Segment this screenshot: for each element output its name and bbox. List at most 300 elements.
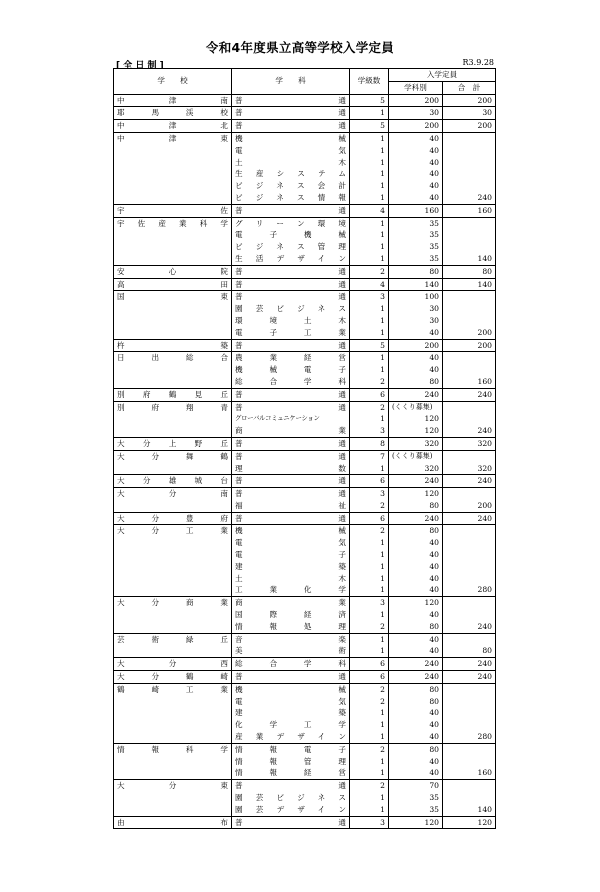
department-cell: 情報経営 [232,767,350,779]
school-name-cell: 大分鶴崎 [114,671,232,684]
classes-cell: 4 [350,278,389,291]
total-cell [443,157,496,169]
total-cell: 80 [443,645,496,657]
department-cell: 情報処理 [232,621,350,633]
header-department: 学 科 [232,69,350,95]
table-row [114,291,496,303]
table-row [114,425,496,437]
capacity-cell: 70 [389,780,443,792]
table-row [114,804,496,816]
capacity-cell: 30 [389,303,443,315]
total-cell [443,756,496,768]
capacity-cell: 40 [389,767,443,779]
classes-cell: 6 [350,658,389,671]
table-row [114,488,496,500]
table-row [114,352,496,364]
total-cell: 320 [443,437,496,450]
table-row [114,561,496,573]
department-cell: 園芸ビジネス [232,303,350,315]
table-row [114,645,496,657]
capacity-cell: 40 [389,352,443,364]
school-name-cell [114,241,232,253]
school-name-cell [114,537,232,549]
department-cell: 普通 [232,780,350,792]
total-cell [443,352,496,364]
department-cell: 普通 [232,107,350,120]
department-cell: 普通 [232,120,350,133]
school-name-cell: 耶馬渓校 [114,107,232,120]
total-cell: 200 [443,94,496,107]
table-row [114,180,496,192]
department-cell: 化学工学 [232,719,350,731]
classes-cell: 1 [350,633,389,645]
department-cell: 建築 [232,707,350,719]
capacity-cell: 35 [389,792,443,804]
school-name-cell [114,364,232,376]
table-header [114,69,496,95]
table-row [114,94,496,107]
classes-cell: 2 [350,743,389,755]
classes-cell: 1 [350,229,389,241]
department-cell: 商業 [232,425,350,437]
department-cell: 機械電子 [232,364,350,376]
table-row [114,168,496,180]
classes-cell: 1 [350,561,389,573]
classes-cell: 6 [350,512,389,525]
department-cell: ビジネス管理 [232,241,350,253]
table-row [114,743,496,755]
school-name-cell: 大分上野丘 [114,437,232,450]
school-name-cell: 宇佐産業科学 [114,217,232,229]
total-cell [443,217,496,229]
classes-cell: 2 [350,500,389,512]
total-cell: 240 [443,621,496,633]
classes-cell: 1 [350,573,389,585]
department-cell: ビジネス会計 [232,180,350,192]
total-cell [443,573,496,585]
classes-cell: 5 [350,339,389,352]
total-cell: 240 [443,475,496,488]
school-name-cell: 大分商業 [114,597,232,609]
total-cell [443,488,496,500]
total-cell [443,792,496,804]
capacity-cell: 240 [389,388,443,401]
classes-cell: 2 [350,780,389,792]
capacity-cell: 35 [389,241,443,253]
capacity-cell: 40 [389,157,443,169]
capacity-cell: 35 [389,229,443,241]
department-cell: 普通 [232,671,350,684]
department-cell: 普通 [232,475,350,488]
school-name-cell [114,707,232,719]
department-cell: 普通 [232,278,350,291]
table-row [114,265,496,278]
classes-cell: 3 [350,816,389,829]
classes-cell: 1 [350,303,389,315]
total-cell: 240 [443,658,496,671]
school-name-cell [114,609,232,621]
school-name-cell [114,792,232,804]
capacity-cell: 80 [389,525,443,537]
school-name-cell [114,425,232,437]
capacity-cell: 120 [389,597,443,609]
table-row [114,719,496,731]
capacity-cell: 40 [389,192,443,204]
table-row [114,401,496,413]
classes-cell: 1 [350,327,389,339]
total-cell [443,401,496,413]
table-row [114,327,496,339]
header-school: 学 校 [114,69,232,95]
page-title: 令和4年度県立高等学校入学定員 [205,40,395,55]
capacity-cell: 40 [389,561,443,573]
classes-cell: 1 [350,180,389,192]
classes-cell: 3 [350,425,389,437]
table-row [114,204,496,217]
department-cell: 電気 [232,145,350,157]
revision-date: R3.9.28 [462,58,494,67]
department-cell: 機械 [232,525,350,537]
school-name-cell [114,463,232,475]
department-cell: 普通 [232,204,350,217]
school-name-cell [114,327,232,339]
classes-cell: 2 [350,401,389,413]
department-cell: 建築 [232,561,350,573]
total-cell: 240 [443,512,496,525]
table-row [114,157,496,169]
school-name-cell: 大分豊府 [114,512,232,525]
total-cell [443,743,496,755]
classes-cell: 1 [350,241,389,253]
department-cell: 環境土木 [232,315,350,327]
table-row [114,437,496,450]
total-cell [443,168,496,180]
capacity-cell: 120 [389,488,443,500]
department-cell: 土木 [232,157,350,169]
table-row [114,475,496,488]
total-cell: 140 [443,804,496,816]
classes-cell: 4 [350,204,389,217]
total-cell [443,145,496,157]
capacity-cell: 40 [389,180,443,192]
capacity-cell: 240 [389,475,443,488]
header-total: 合 計 [443,81,496,94]
capacity-cell: 100 [389,291,443,303]
classes-cell: 1 [350,145,389,157]
capacity-cell: 160 [389,204,443,217]
school-name-cell [114,500,232,512]
total-cell: 240 [443,388,496,401]
classes-cell: 1 [350,157,389,169]
table-row [114,192,496,204]
classes-cell: 1 [350,731,389,743]
total-cell [443,597,496,609]
total-cell: 280 [443,731,496,743]
department-cell: 普通 [232,450,350,462]
department-cell: 電子 [232,549,350,561]
capacity-cell: 320 [389,437,443,450]
classes-cell: 1 [350,352,389,364]
table-row [114,145,496,157]
classes-cell: 6 [350,475,389,488]
table-row [114,621,496,633]
capacity-cell: 40 [389,364,443,376]
classes-cell: 1 [350,413,389,425]
total-cell: 30 [443,107,496,120]
total-cell: 200 [443,120,496,133]
total-cell: 320 [443,463,496,475]
classes-cell: 1 [350,315,389,327]
department-cell: 総合学科 [232,658,350,671]
department-cell: 情報電子 [232,743,350,755]
capacity-cell: 320 [389,463,443,475]
department-cell: 音楽 [232,633,350,645]
capacity-cell: 40 [389,327,443,339]
capacity-cell: 30 [389,315,443,327]
total-cell: 240 [443,425,496,437]
department-cell: 電子工業 [232,327,350,339]
school-name-cell [114,584,232,596]
department-cell: 普通 [232,437,350,450]
school-name-cell [114,645,232,657]
total-cell [443,303,496,315]
department-cell: 普通 [232,512,350,525]
classes-cell: 3 [350,291,389,303]
table-row [114,315,496,327]
table-row [114,512,496,525]
school-name-cell [114,168,232,180]
capacity-cell: 80 [389,621,443,633]
total-cell [443,537,496,549]
department-cell: ビジネス情報 [232,192,350,204]
department-cell: 工業化学 [232,584,350,596]
school-name-cell [114,767,232,779]
classes-cell: 1 [350,537,389,549]
department-cell: 生活デザイン [232,253,350,265]
total-cell: 140 [443,278,496,291]
department-cell: 園芸ビジネス [232,792,350,804]
total-cell [443,707,496,719]
total-cell: 200 [443,500,496,512]
table-row [114,816,496,829]
school-name-cell: 安心院 [114,265,232,278]
capacity-cell: 40 [389,633,443,645]
classes-cell: 1 [350,253,389,265]
total-cell [443,549,496,561]
classes-cell: 1 [350,707,389,719]
school-name-cell [114,621,232,633]
school-name-cell: 大分雄城台 [114,475,232,488]
department-cell: グローバルコミュニケーション [232,413,350,425]
table-row [114,549,496,561]
capacity-cell: 140 [389,278,443,291]
table-row [114,253,496,265]
table-row [114,597,496,609]
school-name-cell: 芸術緑丘 [114,633,232,645]
total-cell [443,696,496,708]
classes-cell: 2 [350,265,389,278]
capacity-cell: 200 [389,120,443,133]
department-cell: 商業 [232,597,350,609]
school-name-cell: 中津南 [114,94,232,107]
total-cell [443,561,496,573]
total-cell [443,780,496,792]
school-name-cell: 高田 [114,278,232,291]
classes-cell: 1 [350,463,389,475]
capacity-cell: 40 [389,549,443,561]
school-name-cell [114,315,232,327]
header-capacity: 入学定員 [389,69,496,82]
capacity-cell: 240 [389,658,443,671]
school-name-cell [114,561,232,573]
department-cell: 美術 [232,645,350,657]
department-cell: 普通 [232,401,350,413]
total-cell [443,413,496,425]
school-name-cell [114,253,232,265]
department-cell: 情報管理 [232,756,350,768]
school-name-cell: 大分南 [114,488,232,500]
enrollment-table [113,68,496,829]
capacity-cell: 200 [389,339,443,352]
classes-cell: 5 [350,94,389,107]
table-row [114,609,496,621]
school-name-cell: 国東 [114,291,232,303]
capacity-cell: 40 [389,609,443,621]
table-row [114,413,496,425]
school-name-cell: 情報科学 [114,743,232,755]
department-cell: 総合学科 [232,376,350,388]
capacity-cell: 40 [389,573,443,585]
table-row [114,107,496,120]
total-cell: 140 [443,253,496,265]
capacity-cell: 30 [389,107,443,120]
total-cell: 200 [443,339,496,352]
school-name-cell [114,696,232,708]
department-cell: 国際経済 [232,609,350,621]
total-cell [443,364,496,376]
classes-cell: 1 [350,584,389,596]
total-cell: 200 [443,327,496,339]
classes-cell: 1 [350,645,389,657]
table-row [114,683,496,695]
table-row [114,364,496,376]
table-row [114,500,496,512]
table-row [114,376,496,388]
department-cell: 普通 [232,339,350,352]
school-name-cell: 鶴崎工業 [114,683,232,695]
table-row [114,525,496,537]
classes-cell: 6 [350,388,389,401]
classes-cell: 1 [350,192,389,204]
table-body [114,94,496,829]
total-cell: 240 [443,671,496,684]
school-name-cell: 大分西 [114,658,232,671]
classes-cell: 1 [350,804,389,816]
capacity-cell: 80 [389,265,443,278]
header-by-department: 学科別 [389,81,443,94]
capacity-cell: 35 [389,217,443,229]
school-name-cell: 日出総合 [114,352,232,364]
department-cell: 機械 [232,683,350,695]
capacity-cell: 240 [389,671,443,684]
department-cell: 普通 [232,291,350,303]
department-cell: 普通 [232,488,350,500]
capacity-cell: 40 [389,168,443,180]
school-name-cell [114,413,232,425]
capacity-cell: 80 [389,743,443,755]
school-name-cell [114,303,232,315]
capacity-cell: 200 [389,94,443,107]
table-row [114,217,496,229]
capacity-cell: 40 [389,145,443,157]
table-row [114,756,496,768]
table-row [114,696,496,708]
department-cell: 理数 [232,463,350,475]
department-cell: 電子機械 [232,229,350,241]
school-name-cell: 中津東 [114,132,232,144]
table-row [114,303,496,315]
department-cell: 生産システム [232,168,350,180]
capacity-cell: 35 [389,253,443,265]
total-cell: 160 [443,376,496,388]
capacity-cell: 120 [389,816,443,829]
classes-cell: 1 [350,792,389,804]
capacity-cell: 80 [389,376,443,388]
school-name-cell: 別府鶴見丘 [114,388,232,401]
total-cell [443,180,496,192]
school-name-cell [114,192,232,204]
total-cell: 160 [443,204,496,217]
table-row [114,633,496,645]
total-cell: 120 [443,816,496,829]
classes-cell: 6 [350,671,389,684]
classes-cell: 1 [350,767,389,779]
classes-cell: 1 [350,132,389,144]
department-cell: 園芸デザイン [232,804,350,816]
classes-cell: 1 [350,756,389,768]
school-name-cell: 大分工業 [114,525,232,537]
school-name-cell [114,145,232,157]
classes-cell: 2 [350,621,389,633]
total-cell: 80 [443,265,496,278]
total-cell [443,450,496,462]
total-cell [443,683,496,695]
school-name-cell: 中津北 [114,120,232,133]
classes-cell: 1 [350,549,389,561]
table-row [114,388,496,401]
table-row [114,780,496,792]
capacity-cell: 120 [389,413,443,425]
table-row [114,767,496,779]
total-cell [443,719,496,731]
table-row [114,450,496,462]
department-cell: グリーン環境 [232,217,350,229]
capacity-cell: 120 [389,425,443,437]
header-classes: 学級数 [350,69,389,95]
capacity-cell: 80 [389,500,443,512]
table-row [114,463,496,475]
total-cell: 280 [443,584,496,596]
department-cell: 電気 [232,696,350,708]
table-row [114,339,496,352]
capacity-cell: 40 [389,537,443,549]
department-cell: 農業経営 [232,352,350,364]
total-cell [443,291,496,303]
table-row [114,537,496,549]
department-cell: 福祉 [232,500,350,512]
total-cell [443,609,496,621]
classes-cell: 1 [350,364,389,376]
